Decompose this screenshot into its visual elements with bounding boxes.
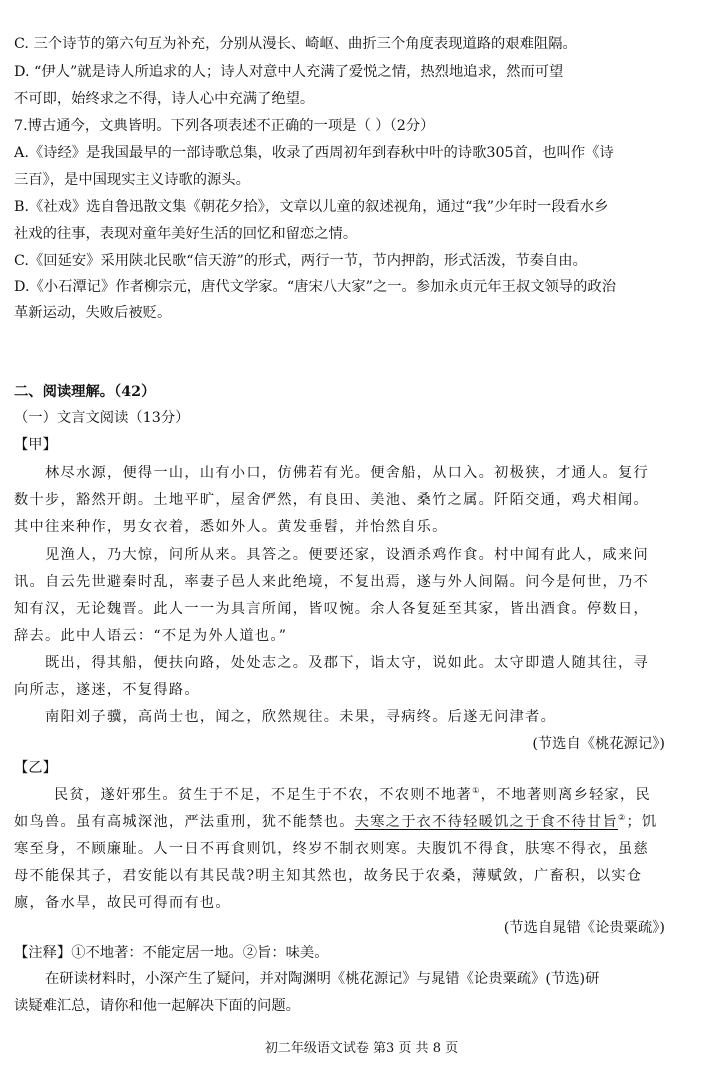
passage-jia-source: (节选自《桃花源记》): [532, 736, 665, 752]
annotation-text: ①不地著：不能定居一地。②旨：味美。: [71, 945, 329, 961]
passage-jia-line: 讯。自云先世避秦时乱，率妻子邑人来此绝境，不复出焉，遂与外人间隔。问今是何世，乃不: [14, 574, 649, 590]
footnote-marker: ①: [472, 786, 481, 795]
passage-jia-line: 向所志，遂迷，不复得路。: [14, 682, 200, 698]
annotation-line: [14, 943, 714, 963]
passage-yi-text: ；饥: [626, 814, 658, 830]
footnote-marker: ②: [618, 813, 627, 822]
passage-yi-line3: 寒至身，不顾廉耻。人一日不再食则饥，终岁不制衣则寒。夫腹饥不得食，肤寒不得衣，虽慈: [14, 841, 649, 857]
q7-stem: 7.博古通今，文典皆明。下列各项表述不正确的一项是（ ）（2分）: [14, 118, 435, 134]
q7-option-d-line2: 革新运动，失败后被贬。: [14, 305, 172, 321]
passage-jia-line: 林尽水源，便得一山，山有小口，仿佛若有光。便舍船，从口入。初极狭，才通人。复行: [45, 465, 650, 481]
passage-jia-line: 其中往来种作，男女衣着，悉如外人。黄发垂髫，并怡然自乐。: [14, 519, 448, 535]
page-footer: 初二年级语文试卷 第3 页 共 8 页: [264, 1041, 459, 1056]
q7-option-d-line1: D.《小石潭记》作者柳宗元，唐代文学家。“唐宋八大家”之一。参加永贞元年王叔文领导的政治: [14, 279, 616, 295]
passage-yi-label: 【乙】: [14, 760, 57, 776]
passage-jia-line: 既出，得其船，便扶向路，处处志之。及郡下，诣太守，说如此。太守即遣人随其往，寻: [45, 655, 650, 671]
passage-yi-line2: [14, 812, 714, 832]
passage-jia-line: 见渔人，乃大惊，问所从来。具答之。便要还家，设酒杀鸡作食。村中闻有此人，咸来问: [45, 547, 650, 563]
passage-jia-label: 【甲】: [14, 437, 57, 453]
passage-jia-line: 数十步，豁然开朗。土地平旷，屋舍俨然，有良田、美池、桑竹之属。阡陌交通，鸡犬相闻。: [14, 492, 649, 508]
q7-option-b-line2: 社戏的往事，表现对童年美好生活的回忆和留恋之情。: [14, 226, 358, 242]
passage-yi-text: ，不地著则离乡轻家，民: [480, 787, 652, 803]
passage-yi-text: 如鸟兽。虽有高城深池，严法重刑，犹不能禁也。: [14, 814, 355, 830]
passage-yi-text: 民贫，遂奸邪生。贫生于不足，不足生于不农，不农则不地著: [54, 787, 473, 803]
passage-yi-line4: 母不能保其子，君安能以有其民哉?明主知其然也，故务民于农桑，薄赋敛，广畜积，以实仓: [14, 868, 643, 884]
intro-line2: 读疑难汇总，请你和他一起解决下面的问题。: [14, 998, 300, 1014]
q7-option-b-line1: B.《社戏》选自鲁迅散文集《朝花夕拾》，文章以儿童的叙述视角，通过“我”少年时一段看水乡: [14, 199, 609, 215]
passage-yi-source: (节选自晁错《论贵粟疏》): [503, 920, 665, 936]
passage-jia-line: 辞去。此中人语云：“不足为外人道也。”: [14, 628, 288, 644]
section-title: 二、阅读理解。（42）: [14, 384, 156, 400]
passage-jia-line: 南阳刘子骥，高尚士也，闻之，欣然规往。未果，寻病终。后遂无问津者。: [45, 709, 557, 725]
intro-line1: 在研读材料时，小深产生了疑问，并对陶渊明《桃花源记》与晁错《论贵粟疏》(节选)研: [45, 971, 600, 987]
annotation-label: 【注释】: [14, 945, 72, 961]
q6-option-c: C. 三个诗节的第六句互为补充，分别从漫长、崎岖、曲折三个角度表现道路的艰难阻隔。: [14, 36, 577, 52]
passage-yi-line1: [54, 785, 710, 805]
q6-option-d-line1: D. “伊人”就是诗人所追求的人；诗人对意中人充满了爱悦之情，热烈地追求，然而可望: [14, 64, 564, 80]
q7-option-a-line2: 三百》，是中国现实主义诗歌的源头。: [14, 172, 250, 188]
passage-yi-line5: 廪，备水旱，故民可得而有也。: [14, 895, 231, 911]
q7-option-a-line1: A.《诗经》是我国最早的一部诗歌总集，收录了西周初年到春秋中叶的诗歌305首，也叫作《诗: [14, 145, 614, 161]
q6-option-d-line2: 不可即，始终求之不得，诗人心中充满了绝望。: [14, 91, 315, 107]
passage-jia-line: 知有汉，无论魏晋。此人一一为具言所闻，皆叹惋。余人各复延至其家，皆出酒食。停数日，: [14, 601, 649, 617]
q7-option-c: C.《回延安》采用陕北民歌“信天游”的形式，两行一节，节内押韵，形式活泼，节奏自由。: [14, 253, 587, 269]
underlined-sentence: 夫寒之于衣不待轻暖饥之于食不待甘旨: [354, 814, 619, 830]
subsection-title: （一）文言文阅读（13分）: [14, 410, 190, 426]
